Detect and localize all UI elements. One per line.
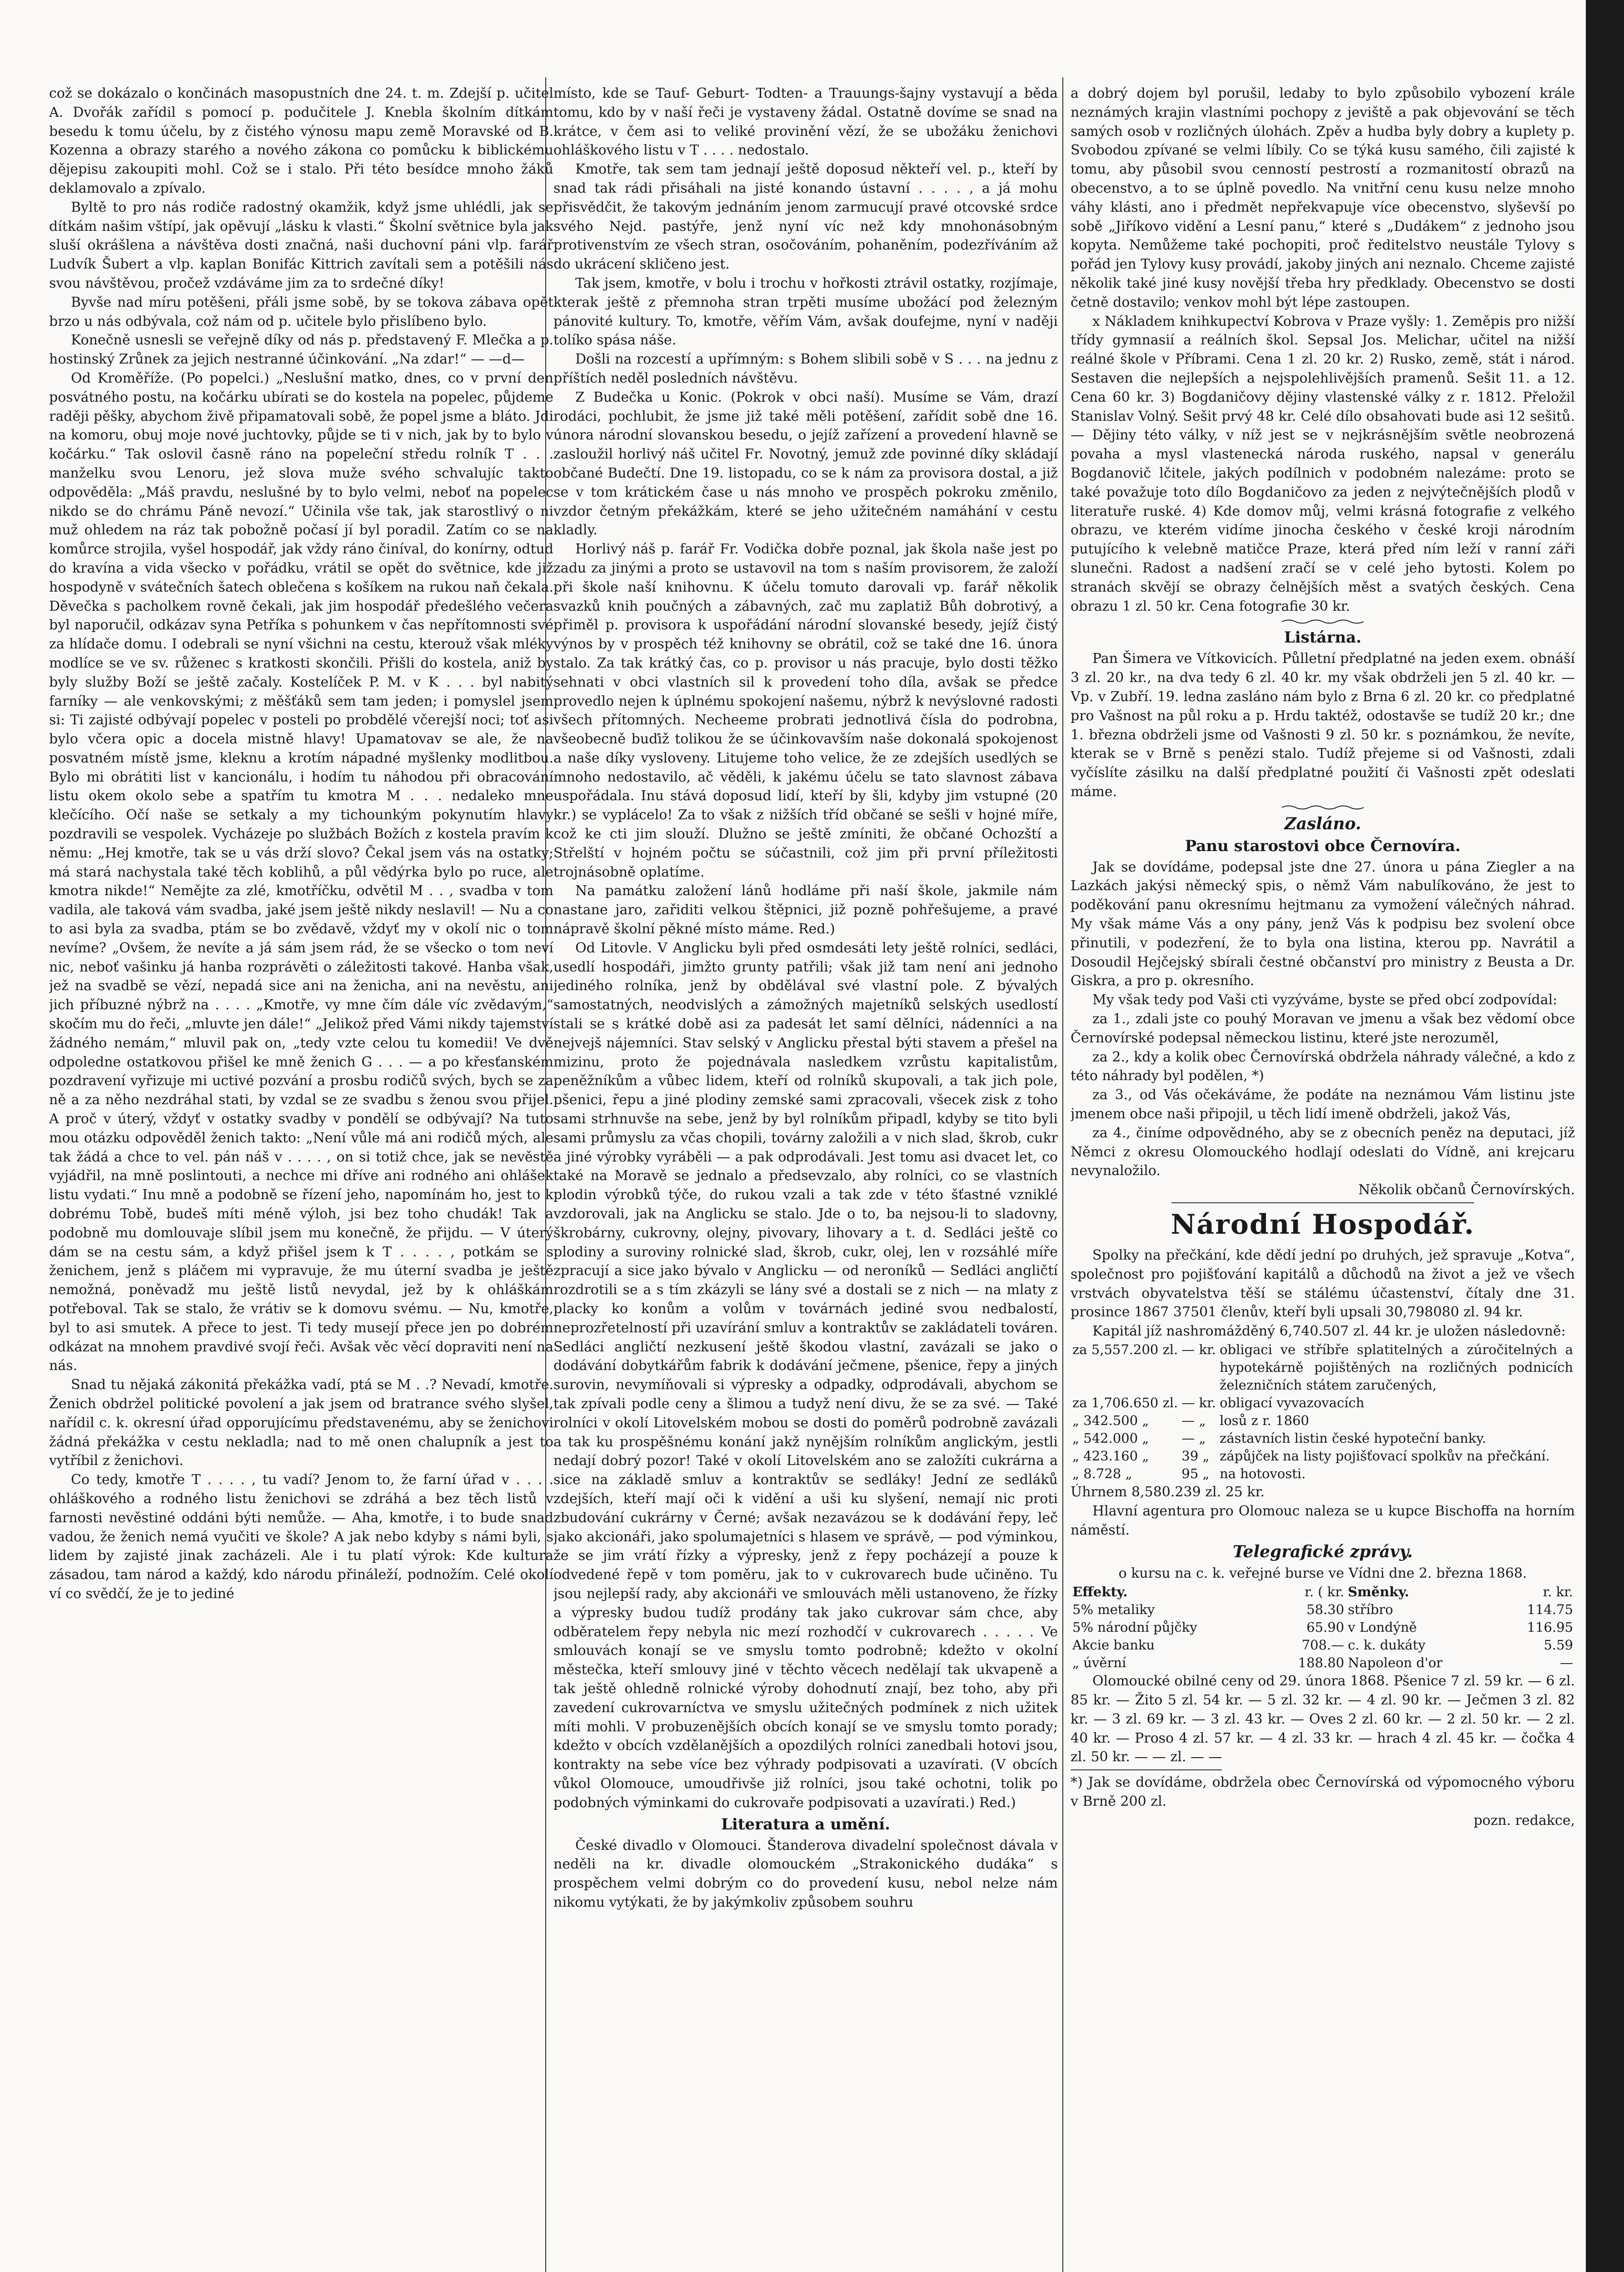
paragraph: Od Kroměříže. (Po popelci.) „Neslušní matko, dnes, co v první den posvátného postu, na kočárku ubírati se do kostela na popelec, půjdeme raději pěšky, abychom živě připamatovali sobě, že popel jsme a bláto. Jdi na komoru, obuj moje nové juchtovky, půjde se ti v nich, jak by to bylo v kočárku.“ Tak oslovil časně ráno na popeleční středu rolník T . . . manželku svou Lenoru, jež slova muže svého schvalujíc takto odpověděla: „Máš pravdu, neslušné by to bylo velmi, neboť na popelec nikdo se do chrámu Páně nevozí.“ Učinila vše tak, jak starostlivý o ni muž ohledem na ráz tak pobožně počasí jí byl poradil. Zatím co se na komůrce strojila, vyšel hospodář, jak vždy ráno činíval, do konírny, odtud do kravína a vida všecko v pořádku, vrátil se opět do světnice, kde již hospodyně v svátečních šatech oblečena s košíkem na rukou naň čekala. Děvečka s pacholkem rovně čekali, jak jim hospodář předešlého večera byl naporučil, odkázav syna Petříka s pohunkem v čas nepřítomnosti své za hlídače domu. I odebrali se nyní všichni na cestu, kterouž však mléky modlíce se ve sv. růženec s kratkosti skončili. Přišli do kostela, aniž by byly služby Boží se ještě začaly. Kostelíček P. M. v K . . . byl nabitý farníky — ale venkovskými; z měšťáků sem tam jeden; i pomyslel jsem si: Ti zajisté odbývají popelec v posteli po probdělé včerejší noci; toť asi bylo včera opic a docela mistně hlavy! Upamatovav se ale, že na posvatném místě jsme, kleknu a krotím nápadné myšlenky modlitbou. Bylo mi obrátiti list v kancionálu, i hodím tu náhodou při obracování listu okem okolo sebe a spatřím tu kmotra M . . . nedaleko mne klečícího. Očí naše se setkaly a my tichounkým pokynutím hlavy pozdravili se vespolek. Vycházeje po službách Božích z kostela pravím k němu: „Hej kmotře, tak se u vás drží slovo? Čekal jsem vás na ostatky; má stará nachystala také těch koblihů, a půl vědýrka bylo po ruce, ale kmotra nikde!“ Nemějte za zlé, kmotříčku, odvětil M . . , svadba v tom vadila, ale taková vám svadba, jaké jsem ještě nikdy neslavil! — Nu a co to asi byla za svadba, ptám se bo zvědavě, vždyť my v okolí nic o tom nevíme? „Ovšem, že nevíte a já sám jsem rád, že se všecko o tom neví nic, neboť vašinku já hanba rozprávěti o záležitosti takové. Hanba však, jež na svadbě se vězí, nepadá sice ani na ženicha, ani na nevěstu, ani jich příbuzné nýbrž na . . . . „Kmotře, vy mne čím dále víc zvědavým,“ skočím mu do řeči, „mluvte jen dále!“ „Jelikož před Vámi nikdy tajemství žádného nemám,“ mluvil pak on, „tedy vzte celou tu komedii! Ve dvě odpoledne ostatkovou přišel ke mně ženich G . . . — a po křesťanském pozdravení vyřizuje mi uctivé pozvání a prosbu rodičů svých, bych se za ně a za něho nezdráhal stati, by vzdal se ze svadbu s ženou svou přijel. A proč v úterý, vždyť v ostatky svadby v pondělí se odbývají? Na tuto mou otázku odpověděl ženich takto: „Není vůle má ani rodičů mých, ale tak žádá a chce to vel. pán náš v . . . . , on si totiž chce, jak se nevěstě vyjádřil, na mně poslintouti, a nechce mi dříve ani rodného ani ohlášek listu vydati.“ Inu mně a podobně se řízení jeho, napomínám ho, jest to k dobrému Tobě, budeš míti méně výloh, jsi bez toho chudák! Tak a podobně mu domlouvaje slíbil jsem mu konečně, že přijdu. — V úterý dám se na cestu sám, a když přišel jsem k T . . . . , potkám se s ženichem, jenž s pláčem mi vypravuje, že mu úterní svadba je ještě nemožná, poněvadž mu ještě listů nevydal, jež by k ohláškám potřeboval. Tak se stalo, že vrátiv se k domovu svému. — Nu, kmotře, byl to asi smutek. A přece to jest. Ti tedy musejí přece jen po dobrém odkázat na mnohem pravdivé svojí řeči. Avšak věc věcí dopraviti není na nás. [49, 370, 553, 1374]
desc: obligací vyvazovacích [1220, 1395, 1365, 1411]
paragraph: Na památku založení lánů hodláme při naší škole, jakmile nám nastane jaro, zařiditi velkou štěpnici, již pozně pohřešujeme, a pravé nápravě školní pěkné místo máme. Red.) [553, 883, 1058, 937]
paragraph: za 1., zdali jste co pouhý Moravan ve jmenu a však bez vědomí obce Černovírské podepsal německou listinu, které jste nerozuměl, [1071, 1011, 1575, 1046]
cell: v Londýně [1348, 1619, 1417, 1635]
desc: losů z r. 1860 [1220, 1413, 1309, 1429]
cell: „ úvěrní [1072, 1655, 1126, 1671]
paragraph: Byvše nad míru potěšeni, přáli jsme sobě, by se tokova zábava opět brzo u nás odbývala, což nám od p. učitele bylo přislíbeno bylo. [49, 294, 553, 329]
capital-table [1071, 1341, 1575, 1483]
paragraph: x Nákladem knihkupectví Kobrova v Praze vyšly: 1. Zeměpis pro nižší třídy gymnasií a reálních škol. Sepsal Jos. Melichar, učitel na nižší reálné škole v Příbrami. Cena 1 zl. 20 kr. 2) Rusko, země, stát i národ. Sestaven die nejlepších a nejspolehlivějších pramenů. Sešit 11. a 12. Cena 60 kr. 3) Bogdaničovy dějiny vlastenské války z r. 1812. Přeložil Stanislav Volný. Sešit prvý 48 kr. Celé dílo obsahovati bude asi 12 sešitů. — Dějiny této války, v níž jest se v nejkrásnějším světle neobrozená povaha a mysl vlastenecká národa ruského, napsal v generálu Bogdanovič lčitele, jakých podílnich v podobném nalezáme: proto se také považuje toto dílo Bogdaničovo za jeden z nejvýtečnějších plodů v literatuře ruské. 4) Kde domov můj, velmi krásná fotografie z velkého obrazu, ve kterém vidíme jinocha českého v české kroji národním putujícího k velebně matičce Praze, která před ním leží v ranní záři slunečni. Radost a nadšení zračí se v celé jeho bytosti. Kolem po stranách skvějí se obrazy čelnějších měst a svatých českých. Cena obrazu 1 zl. 50 kr. Cena fotografie 30 kr. [1071, 313, 1575, 614]
desc: zástavních listin české hypoteční banky. [1220, 1430, 1486, 1446]
cell: 116.95 [1527, 1619, 1573, 1635]
cell: 58.30 [1306, 1602, 1345, 1618]
kr: 95 „ [1181, 1466, 1210, 1482]
cell: 65.90 [1306, 1619, 1345, 1635]
paragraph: Hlavní agentura pro Olomouc naleza se u kupce Bischoffa na horním náměstí. [1071, 1503, 1575, 1538]
paragraph: My však tedy pod Vaši cti vyzýváme, byste se před obcí zodpovídal: [1092, 992, 1558, 1008]
column-rule-right [1062, 77, 1063, 2272]
table-row [1071, 1601, 1575, 1619]
table-row [1071, 1394, 1575, 1412]
page-edge [1586, 0, 1624, 2272]
table-row [1071, 1619, 1575, 1636]
kr: — kr. [1181, 1395, 1216, 1411]
amount: „ 342.500 „ [1072, 1413, 1149, 1429]
paragraph: a dobrý dojem byl porušil, ledaby to bylo způsobilo vybození krále neznámých krajin vlastními pochopy z jeviště a pak objevování se těch samých osob v rozličných úlohách. Zpěv a hudba byly dobry a kuplety p. Svobodou zpívané se velmi líbily. Co se týká kusu samého, čili zajisté k tomu, aby působil svou cenností pestrostí a rozmanitostí obrazů na obecenstvo, a to se úplně povedlo. Na vnitřní cenu kusu nelze mnoho váhy klásti, ano i předmět nepřekvapuje více obecenstvo, slyševší po sobě „Jiříkovo vidění a Lesní panu,“ které s „Dudákem“ z jednoho jsou kopyta. Nemůžeme také pochopiti, proč ředitelstvo neustále Tylovy s pořád jen Tylovy kusy provádí, jakoby jiných ani neznalo. Chceme zajisté několik také jiné kusy novější třeba hry předklady. Obecenstvo se dosti četně dostavilo; venkov mohl být lépe zastoupen. [1071, 85, 1575, 310]
cell: 5% národní půjčky [1072, 1619, 1197, 1635]
paragraph: Snad tu nějaká zákonitá překážka vadí, ptá se M . .? Nevadí, kmotře. Ženich obdržel politické povolení a jak jsem od bratrance svého slyšel, nařídil c. k. okresní úřad opporujícímu představenému, aby se ženichovi žádná překážka v cestu nekladla; nad to mě onen chalupník a jest to vytříbil z ženichovi. [49, 1377, 553, 1469]
paragraph: Tak jsem, kmotře, v bolu i trochu v hořkosti ztrávil ostatky, rozjímaje, kterak ještě z přemnoha stran trpěti musíme ubožácí pod železným pánovité kultury. To, kmotře, věřím Vám, avšak doufejme, nyní v naději tolíko spása náše. [553, 275, 1058, 349]
kr: — „ [1181, 1413, 1206, 1429]
exchange-table [1071, 1583, 1575, 1672]
cell: 188.80 [1298, 1655, 1345, 1671]
telegram-subheading: o kursu na c. k. veřejné burse ve Vídni dne 2. března 1868. [1118, 1565, 1527, 1582]
cell: — [1560, 1655, 1573, 1671]
table-row [1071, 1412, 1575, 1430]
section-heading: Literatura a umění. [721, 1815, 890, 1834]
paragraph: Kapitál jíž nashromážděný 6,740.507 zl. 44 kr. je uložen následovně: [1092, 1323, 1566, 1340]
paragraph: České divadlo v Olomouci. Štanderova divadelní společnost dávala v neděli na kr. divadle olomouckém „Strakonického dudáka“ s prospěchem velmi dobrým co do provedení kusu, nebol nelze nám nikomu vytýkati, že by jakýmkoliv způsobem souhru [553, 1837, 1058, 1910]
amount: za 1,706.650 zl. [1072, 1395, 1178, 1411]
paragraph: Došli na rozcestí a upřímným: s Bohem slibili sobě v S . . . na jednu z příštích neděl posledních návštěvu. [553, 351, 1058, 386]
paragraph: Horlivý náš p. farář Fr. Vodička dobře poznal, jak škola naše jest po zadu za jinými a proto se ustavovil na tom s naším provisorem, že založí při škole naší knihovnu. K účelu tomuto darovali vp. farář několik svazků knih poučných a zábavných, zač mu zaplatiž Bůh dobrotivý, a přiměl p. provisora k uspořádání národní slovanské besedy, jejíž čistý výnos by v prospěch též knihovny se obrátil, což se také dne 16. února stalo. Za tak krátký čas, co p. provisor u nás pracuje, bylo dosti těžko sehnati v obci vlastních sil k provedení toho díla, avšak se předce provedlo nejen k úplnému spokojení našemu, nýbrž k nevýslovné radosti všech přítomných. Necheeme probrati jednotlivá čísla do podrobna, všeobecně buďiž tolikou že se účinkovavším naše dokonalá spokojenost a naše díky vysloveny. Litujeme toho velice, že ze zdejších usedlých se mnoho nedostavilo, ač věděli, k jakému účelu se tato slavnost zábava uspořádala. Inu stává doposud lidí, kteří by šli, kdyby jim vstupné (20 kr.) se vyplácelo! Za to však z nižších tříd občané se sešli v hojné míře, což ke cti jim slouží. Dlužno se ještě zmíniti, že občané Ochozští a Střelští v hojném počtu se súčastnili, což jim při první příležitosti trojnásobně oplatíme. [553, 541, 1058, 880]
divider [1071, 1769, 1222, 1770]
listarna-heading: Listárna. [1284, 628, 1362, 647]
paragraph: Od Litovle. V Anglicku byli před osmdesáti lety ještě rolníci, sedláci, usedlí hospodáři, jimžto grunty patřili; však již tam není ani jednoho jediného rolníka, jenž by obdělával své vlastní pole. Z bývalých samostatných, neodvislých a zámožných majetníků selských usedlostí stali se s krátké době asi za padesát let samí dělníci, nádenníci a na nejvejš nájemníci. Stav selský v Anglicku přestal býti stavem a přešel na mizinu, proto že pojednávala nasledkem vzrůstu kapitalistům, peněžníkům a vůbec lidem, kteří od rolníků skupovali, a tak jich pole, pšenici, řepu a jiné plodiny zemské sami zpracovali, všecek zisk z toho sami strhnuvše na sebe, jenž by byl rolníkům připadl, kdyby se tito byli sami průmyslu za včas chopili, továrny založili a v nich slad, škrob, cukr a jiné výrobky vyráběli — a pak odprodávali. Jest tomu asi dvacet let, co také na Moravě se jednalo a předsevzalo, aby rolníci, co se vlastních plodin výrobků týče, do rukou vzali a tak zde v této šťastné vzniklé vzdorovali, jak na Anglicku se stalo. Jde o to, ba nejsou-li to sladovny, škrobárny, cukrovny, olejny, pivovary, lihovary a t. d. Sedláci ještě co plodiny a suroviny rolnické slad, škrob, cukr, olej, len v rozsáhlé míře zpracují a sice jako bývalo v Anglicku — od neroníků — Sedláci angličtí rozdrotili se a s tím zkázyli se lány své a dostali se z nich — na mlaty z placky ko konům a volům v továrnách jediné svou nedbalostí, neprozřetelností při uzavírání smluv a kontraktův se zakládateli továren. Sedláci angličtí nezkusení ještě škodou vlastní, zavázali se jako o dodávání dobytkářům fabrik k dodávání ječmene, pšenice, řepy a jiných surovin, nevymíňovali si výpresky a odpadky, odprodávali, abychom se tak zpívali podle ceny a šlimou a tudyž není divu, že se za své. — Také rolníci v okolí Litovelském mobou se dosti do poměrů podrobně zavázali a tak ku prospěšnému konání jakž nynějším rolníkům anglickým, jestli nedají dobrý pozor! Také v okolí Litovelském ano se založíti cukrárna a sice na základě smluv a kontraktův se sedláky! Jední ze sedláků zdejších, kteří mají oči k vidění a uši ku slyšení, nemají nic proti zbudování cukrárny v Černé; avšak nezavázou se k dodávání řepy, leč jako akcionáři, jako spolumajetníci s hlasem ve správě, — pod výminkou, že se jim vrátí řízky a výpresky, jenž z řepy pocházejí a pouze k odvedené řepě v tom poměru, jak to v cukrovarech bude učiněno. Tu jsou nejlepší rady, aby akcionáři ve smlouvách měli ustanoveno, že řízky a výpresky budou tudíž prodány tak jako cukrovar sám chce, aby odběratelem řepy nebyla nic mezí rozhodčí v cukrovarech . . . . . Ve smlouvách konají se ve smyslu tomto podrobně; kdežto v okolní městečka, kteří smlouvy jiné v těchto věcech nedělají tak ukvapeně a tak ještě ohledně rolnické výroby dohodnutí znají, bez toho, aby při zavedení cukrovarníctva ve smyslu užitečných podmínek z nich užitek míti mohli. V probuzenějších obcích konají se ve smyslu tomto porady; kdežto v obcích vzdělanějších a opozdilých rolníci zanedbali hotovi jsou, kontrakty na sebe více bez výhrady podpisovati a uzavírati. (V obcích vůkol Olomouce, umoudřivše již rolníci, jsou také ochotni, tolik po podobných výminkami do cukrovaře podpisovati a uzavírati.) Red.) [553, 940, 1058, 1811]
table-header [1071, 1583, 1575, 1601]
footnote: *) Jak se dovídáme, obdržela obec Černovírská od výpomocného výboru v Brně 200 zl. [1071, 1774, 1575, 1809]
kr: 39 „ [1181, 1448, 1210, 1464]
desc: na hotovosti. [1220, 1466, 1306, 1482]
paragraph: Pan Šimera ve Vítkovicích. Půlletní předplatné na jeden exem. obnáší 3 zl. 20 kr., na dva tedy 6 zl. 40 kr. my však obdrželi jen 5 zl. 40 kr. — Vp. v Zubří. 19. ledna zasláno nám bylo z Brna 6 zl. 20 kr. co předplatné pro Vašnost na půl roku a p. Hrdu taktéž, odostavše se tudíž 20 kr.; dne 1. března obdrželi jsme od Vašnosti 9 zl. 50 kr. s poznámkou, že nevíte, kterak se v Brně s penězi stalo. Tudíž přejeme si od Vašnosti, zdali vyčíslíte zásilku na další předplatné použití či Vašnosti zpět odeslati máme. [1071, 651, 1575, 800]
paragraph: místo, kde se Tauf- Geburt- Todten- a Trauungs-šajny vystavují a běda tomu, kdo by v naší řeči je vystaveny žádal. Ostatně dovíme se snad na krátce, v čem asi to veliké provinění vězí, že se ubožáku ženichovi ohláškového listu v T . . . . nedostalo. [553, 85, 1058, 159]
table-row [1071, 1636, 1575, 1654]
amount: „ 8.728 „ [1072, 1466, 1132, 1482]
table-row [1071, 1341, 1575, 1394]
paragraph: Olomoucké obilné ceny od 29. února 1868. Pšenice 7 zl. 59 kr. — 6 zl. 85 kr. — Žito 5 zl. 54 kr. — 5 zl. 32 kr. — 4 zl. 90 kr. — Ječmen 3 zl. 82 kr. — 3 zl. 69 kr. — 3 zl. 43 kr. — Oves 2 zl. 60 kr. — 2 zl. 50 kr. — 2 zl. 40 kr. — Proso 4 zl. 57 kr. — 4 zl. 33 kr. — hrach 4 zl. 45 kr. — čočka 4 zl. 50 kr. — — zl. — — [1071, 1673, 1575, 1765]
cell: 5% metaliky [1072, 1602, 1155, 1618]
zaslano-subheading: Panu starostovi obce Černovíra. [1185, 837, 1461, 855]
cell: Napoleon d'or [1348, 1655, 1443, 1671]
signature: Několik občanů Černovírských. [1358, 1182, 1575, 1198]
unit: r. ( kr. [1305, 1584, 1345, 1600]
paragraph: Spolky na přečkání, kde dědí jední po druhých, jež spravuje „Kotva“, společnost pro pojišťování kapitálů a důchodů na život a jež ve všech vrstvách obyvatelstva těší se stálému účastenství, čítaly dne 31. prosince 1867 37501 členův, kteří byli upsali 30,798080 zl. 94 kr. [1071, 1247, 1575, 1320]
table-row [1071, 1654, 1575, 1672]
total: Úhrnem 8,580.239 zl. 25 kr. [1071, 1484, 1265, 1500]
ornament-divider [1282, 804, 1364, 811]
desc: obligaci ve stříbře splatitelných a zúročitelných a hypotekárně pojištěných na rozličných podnicích železničních státem zaručených, [1220, 1342, 1573, 1393]
paragraph: za 4., činíme odpovědného, aby se z obecních peněz na deputaci, jíž Němci z okresu Olomouckého hodlají odeslati do Vídně, ani krejcaru nevynaložilo. [1071, 1125, 1575, 1179]
unit: r. kr. [1543, 1584, 1573, 1600]
amount: za 5,557.200 zl. [1072, 1342, 1178, 1358]
zaslano-heading: Zasláno. [1284, 814, 1361, 833]
column-3 [1071, 84, 1575, 2272]
telegram-heading: Telegrafické zprávy. [1232, 1542, 1413, 1562]
paragraph: Co tedy, kmotře T . . . . , tu vadí? Jenom to, že farní úřad v . . . . ohláškového a rodného listu ženichovi se zdráhá a bez těch listů v farnosti nevěstiné oddáni býti nemůže. — Aha, kmotře, i to bude snad vadou, že ženich nemá vyučiti ve škole? A jak nebo kdyby s námi byli, s lidem by zajisté jinak zacházeli. Ale i tu platí výrok: Kde kultura zásadou, tam národ a každý, kdo národu přináleží, podnožím. Celé okolí ví co svědčí, že je to jediné [49, 1472, 553, 1602]
table-row [1071, 1430, 1575, 1447]
footnote-signature: pozn. redakce, [1474, 1812, 1575, 1829]
paragraph: za 3., od Vás očekáváme, že podáte na neznámou Vám listinu jste jmenem obce naši připojil, u těch lidí imeně obdrželi, jakož Vás, [1071, 1087, 1575, 1122]
paragraph: což se dokázalo o končinách masopustních dne 24. t. m. Zdejší p. učitel A. Dvořák zařídil s pomocí p. podučitele J. Knebla školním dítkám besedu k tomu účelu, by z čistého výnosu mapu země Moravské od B. Kozenna a obrazy starého a nového zákona co pomůcku k biblickému dějepisu zakoupiti mohl. Což se i stalo. Při této besídce mnoho žáků deklamovalo a zpívalo. [49, 85, 553, 196]
amount: „ 542.000 „ [1072, 1430, 1149, 1446]
paragraph: Byltě to pro nás rodiče radostný okamžik, když jsme uhlédli, jak se dítkám našim vštípí, jak opěvují „lásku k vlasti.“ Školní světnice byla jak sluší okrášlena a návštěva dosti značná, naši duchovní páni vlp. farář Ludvík Šubert a vlp. kaplan Bonifác Kittrich zavítali sem a potěšili nás svou návštěvou, pročež vzdáváme jim za to srdečné díky! [49, 199, 553, 291]
amount: „ 423.160 „ [1072, 1448, 1149, 1464]
table-row [1071, 1447, 1575, 1465]
divider [1171, 1202, 1474, 1203]
paragraph: Kmotře, tak sem tam jednají ještě doposud někteří vel. p., kteří by snad tak rádi přisáhali na jisté konando ústavní . . . . , a já mohu přisvědčit, že takovým jednáním jenom zarmucují pravé otcovské srdce svého Nejd. pastýře, jenž nyní víc než kdy mnohonásobným protivenstvím ze všech stran, osočováním, pohaněním, podezříváním až do ukrácení skličeno jest. [553, 161, 1058, 273]
ornament-divider [1282, 618, 1364, 625]
paragraph: Z Budečka u Konic. (Pokrok v obci naší). Musíme se Vám, drazí rodáci, pochlubit, že jsme již také měli potěšení, zařídit sobě dne 16. února národní slovanskou besedu, o jejíž zařízení a provedení hlavně se zasloužil horlivý náš učitel Fr. Novotný, jemuž zde povinné díky skládají občané Budečtí. Dne 19. listopadu, co se k nám za provisora dostal, a již se v tom krátickém čase u nás mnoho ve prospěch pokroku změnilo, vzdor četným překážkám, které se jeho užitečném namáhání v cestu kladly. [553, 389, 1058, 538]
kr: — „ [1181, 1430, 1206, 1446]
cell: stříbro [1348, 1602, 1393, 1618]
cell: 708.— [1301, 1637, 1345, 1653]
paragraph: Jak se dovídáme, podepsal jste dne 27. února u pána Ziegler a na Lazkách jakýsi německý spis, o němž Vám nabulíkováno, že jest to poděkování panu okresnímu hejtmanu za vymožení válečných náhrad. My však máme Vás a ony pány, jenž Vás k podpisu bez svolení obce přinutili, v podezření, že to byla ona listina, kterou pp. Navrátil a Dosoudil Hejčejský sbírali čestné občanství pro ministry z Beusta a Dr. Giskra, a pro p. okresního. [1071, 859, 1575, 989]
column-1 [49, 84, 553, 2272]
cell: 114.75 [1527, 1602, 1573, 1618]
paragraph: Konečně usnesli se veřejně díky od nás p. představený F. Mlečka a p. hostinský Zrůnek za jejich nestranné účinkování. „Na zdar!“ — —d— [49, 332, 553, 368]
paragraph: za 2., kdy a kolik obec Černovírská obdržela náhrady válečné, a kdo z této náhrady byl podělen, *) [1071, 1049, 1575, 1084]
hospodar-heading: Národní Hospodář. [1171, 1209, 1475, 1241]
column-2 [553, 84, 1058, 2272]
kr: — kr. [1181, 1342, 1216, 1358]
cell: c. k. dukáty [1348, 1637, 1426, 1653]
table-row [1071, 1465, 1575, 1483]
cell: Akcie banku [1072, 1637, 1155, 1653]
col-header: Effekty. [1072, 1584, 1128, 1600]
cell: 5.59 [1544, 1637, 1573, 1653]
desc: zápůjček na listy pojišťovací spolkův na přečkání. [1220, 1448, 1550, 1464]
col-header: Směnky. [1348, 1584, 1410, 1600]
